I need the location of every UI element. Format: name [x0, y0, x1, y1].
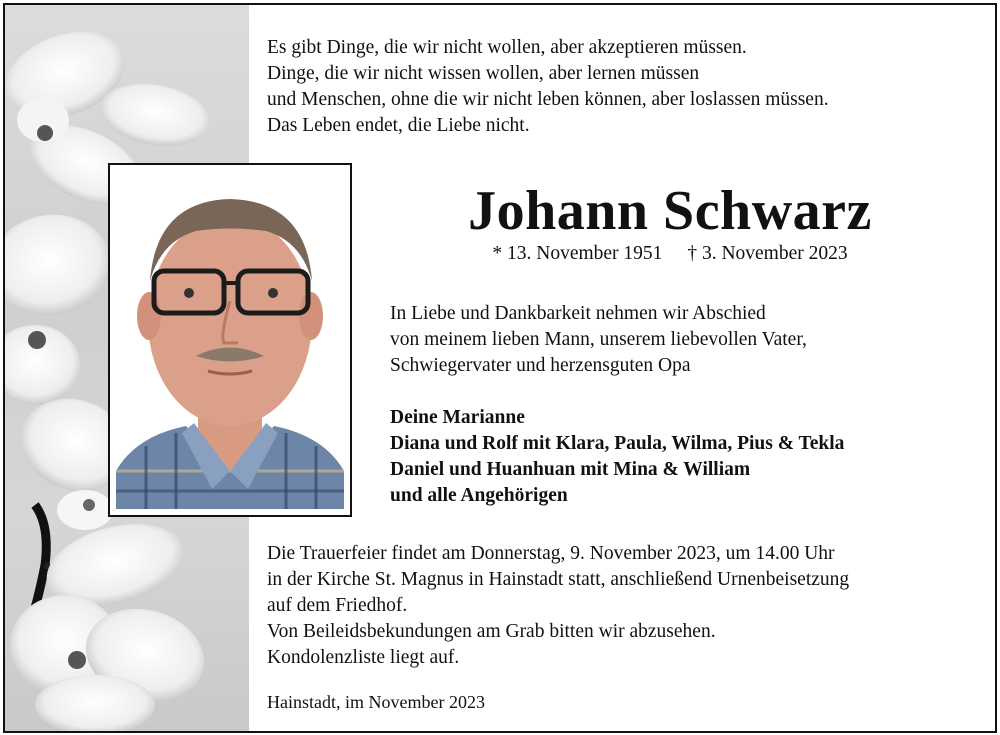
poem-line: Das Leben endet, die Liebe nicht.	[267, 115, 530, 136]
family-line: Deine Marianne	[390, 407, 525, 428]
portrait-photo	[116, 171, 344, 509]
mourning-ribbon	[33, 505, 46, 615]
service-line: Von Beileidsbekundungen am Grab bitten wir abzusehen.	[267, 621, 716, 642]
poem-line: und Menschen, ohne die wir nicht leben können, aber loslassen müssen.	[267, 89, 829, 110]
obituary-notice	[3, 3, 997, 733]
poem	[267, 35, 829, 139]
farewell-line: Schwiegervater und herzensguten Opa	[390, 355, 691, 376]
service-line: in der Kirche St. Magnus in Hainstadt statt, anschließend Urnenbeisetzung	[267, 569, 850, 590]
poem-line: Es gibt Dinge, die wir nicht wollen, aber akzeptieren müssen.	[267, 37, 747, 58]
life-dates	[350, 243, 990, 265]
farewell-text	[390, 301, 807, 379]
family-line: Diana und Rolf mit Klara, Paula, Wilma, Pius & Tekla	[390, 433, 845, 454]
family-line: und alle Angehörigen	[390, 485, 568, 506]
farewell-line: In Liebe und Dankbarkeit nehmen wir Abschied	[390, 303, 766, 324]
death-date: † 3. November 2023	[687, 243, 848, 264]
service-line: auf dem Friedhof.	[267, 595, 408, 616]
poem-line: Dinge, die wir nicht wissen wollen, aber lernen müssen	[267, 63, 700, 84]
place-and-date: Hainstadt, im November 2023	[267, 692, 485, 712]
service-line: Die Trauerfeier findet am Donnerstag, 9. November 2023, um 14.00 Uhr	[267, 543, 835, 564]
funeral-service-info	[267, 541, 849, 671]
family-line: Daniel und Huanhuan mit Mina & William	[390, 459, 751, 480]
birth-date: * 13. November 1951	[492, 243, 663, 264]
farewell-line: von meinem lieben Mann, unserem liebevollen Vater,	[390, 329, 807, 350]
portrait-frame	[108, 163, 352, 517]
portrait-illustration	[116, 171, 344, 509]
deceased-name: Johann Schwarz	[468, 180, 872, 242]
family-signatures	[390, 405, 844, 509]
service-line: Kondolenzliste liegt auf.	[267, 647, 460, 668]
